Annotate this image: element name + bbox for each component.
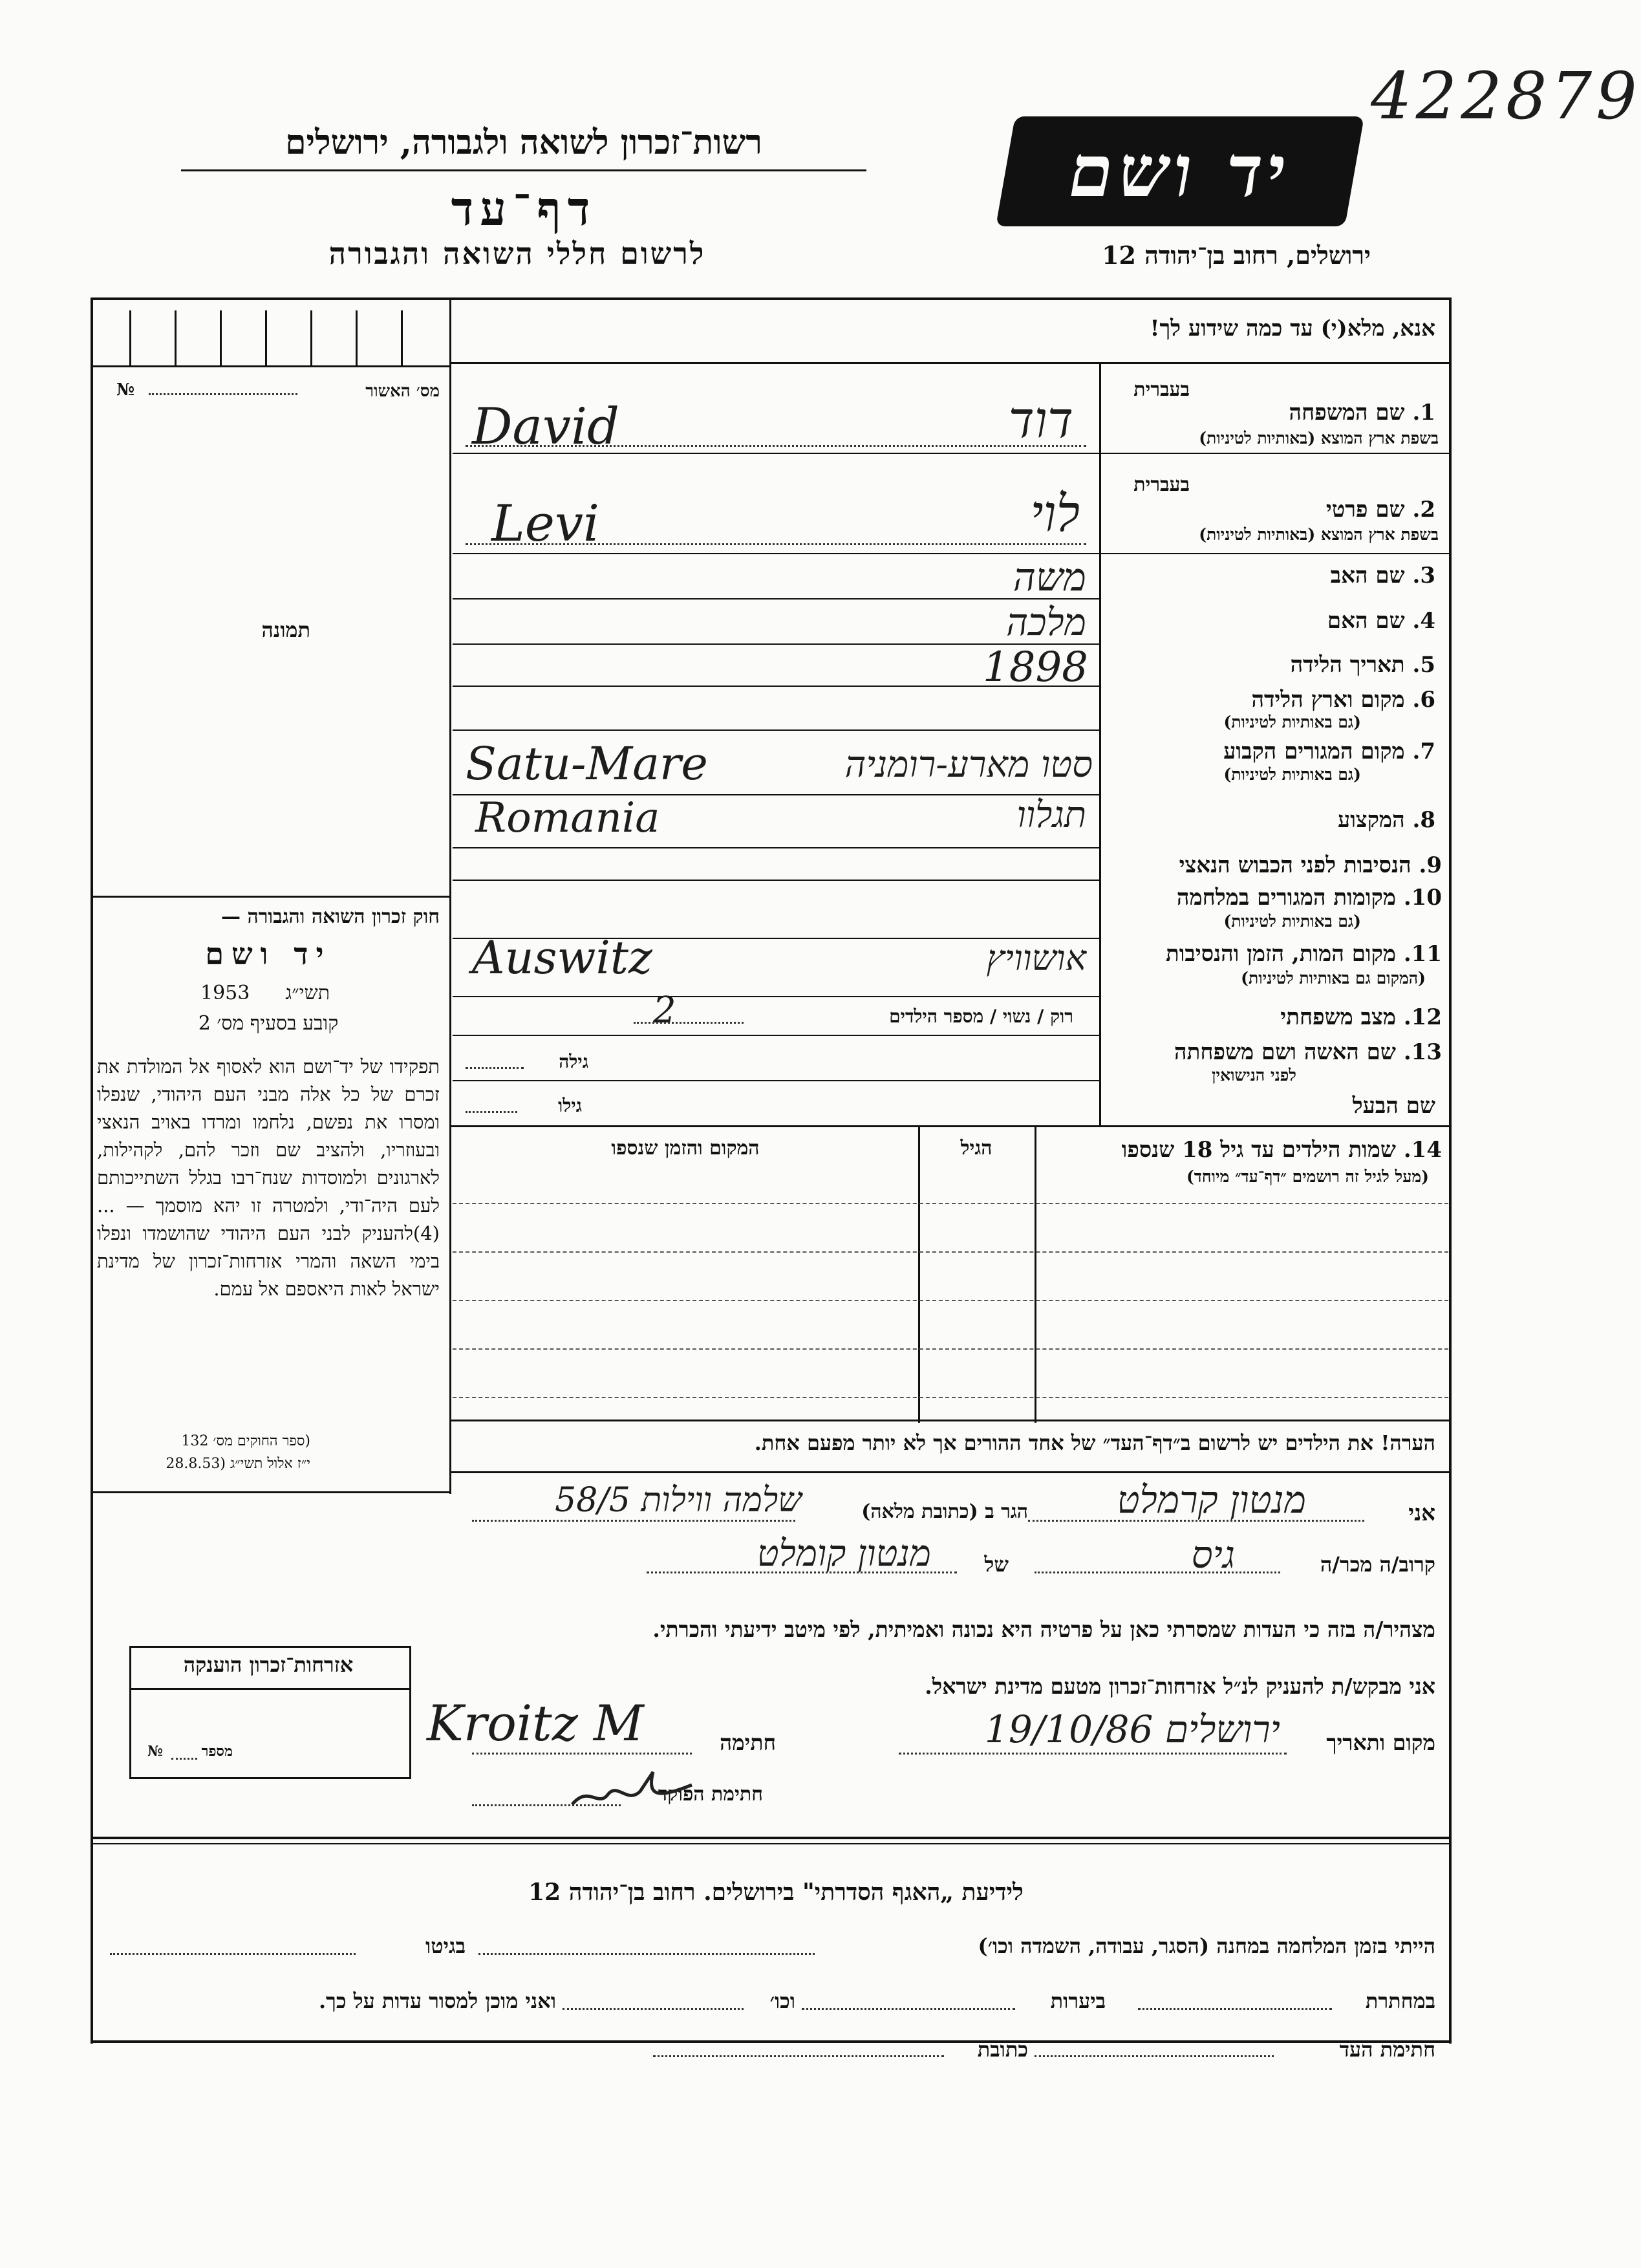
footer-address-label: כתובת [977, 2037, 1028, 2062]
field-10-label [1106, 885, 1442, 911]
field-13-age-label: גילה [559, 1051, 588, 1072]
law-year-hebrew: תשי״ג [285, 982, 330, 1004]
field-12-line [634, 1022, 744, 1024]
officer-signature-scribble [569, 1759, 698, 1817]
authority-underline [181, 169, 866, 171]
approval-number-symbol: № [116, 380, 135, 400]
frame-left [91, 297, 93, 1901]
authority-name: רשות־זכרון לשואה ולגבורה, ירושלים [285, 123, 762, 162]
field-11-text: מקום המות, הזמן והנסיבות [1165, 941, 1396, 967]
footer-witness-signature-label: חתימת העד [1339, 2037, 1435, 2062]
form-title: דף־עד [451, 181, 597, 236]
of-line [647, 1571, 957, 1573]
form-subtitle: לרשום חללי השואה והגבורה [328, 236, 706, 271]
field-1-hebrew-tag: בעברית [1133, 378, 1190, 401]
footer-underground-field[interactable] [1138, 2008, 1332, 2010]
footer-forests-label: ביערות [1050, 1989, 1106, 2013]
footer-title: לידיעת „האגף הסדרתי" בירושלים. רחוב בן־יהודה 12 [528, 1879, 1024, 1906]
header-address: ירושלים, רחוב בן־יהודה 12 [1102, 241, 1371, 270]
law-year: 1953 [200, 982, 250, 1004]
field-7-label [1112, 739, 1435, 764]
citizenship-number-label: מספר [201, 1743, 233, 1760]
husband-age-label: גילו [558, 1095, 582, 1116]
citizenship-title: אזרחות־זכרון הוענקה [183, 1652, 354, 1677]
footer-top-double [91, 1843, 1452, 1844]
children-age-divider-right [918, 1125, 920, 1423]
footer-bottom [91, 2040, 1452, 2043]
field-9-label [1106, 852, 1442, 878]
field-7-sub: (גם באותיות לטיניות) [1223, 765, 1361, 784]
photo-label: תמונה [261, 618, 310, 642]
field-13-text: שם האשה ושם משפחתה [1174, 1039, 1396, 1065]
citizenship-number-symbol: № [147, 1743, 163, 1760]
field-11-sub: (המקום גם באותיות לטיניות) [1241, 969, 1426, 988]
declaration-text: מצהיר/ה בזה כי העדות שמסרתי כאן על פרטיה היא נכונה ואמיתית, לפי מיטב ידיעתי והכרתי. [652, 1617, 1435, 1642]
intro-text: אנא, מלא(י) עד כמה שידוע לך! [1150, 316, 1435, 341]
approval-number-field[interactable] [149, 393, 297, 395]
field-2-sub: בשפת ארץ המוצא (באותיות לטיניות) [1199, 525, 1439, 544]
field-4-value[interactable]: מלכה [1006, 600, 1086, 644]
field-5-value[interactable]: 1898 [983, 643, 1088, 691]
field-1-value-hebrew[interactable]: דוד [1008, 391, 1073, 449]
children-label [1035, 1137, 1442, 1163]
field-2-line [466, 543, 1086, 545]
law-title: חוק זכרון השואה והגבורה — [221, 905, 440, 928]
declarant-name[interactable]: מנטון קרמלט [1117, 1478, 1306, 1522]
field-11-value-hebrew[interactable]: אושוויץ [986, 938, 1086, 978]
of-value[interactable]: מנטון קומלט [756, 1533, 931, 1575]
field-12-number: 12. [1403, 1004, 1442, 1030]
field-12-label [1106, 1004, 1442, 1030]
field-11-number: 11. [1403, 941, 1442, 967]
children-col-place: המקום והזמן שנספו [611, 1137, 760, 1160]
field-6-text: מקום וארץ הלידה [1251, 687, 1405, 713]
field-7-value-hebrew[interactable]: סטו מארע-רומניה [844, 744, 1093, 786]
footer-camp-field[interactable] [478, 1953, 815, 1955]
doc-number: 422879 [1371, 58, 1641, 134]
field-9-text: הנסיבות לפני הכבוש הנאצי [1179, 852, 1411, 878]
field-3-text: שם האב [1330, 563, 1405, 589]
approval-number-label: מס׳ האשור [365, 382, 440, 401]
yad-vashem-logo: יד ושם [996, 116, 1364, 226]
field-12-text: מצב משפחתי [1280, 1004, 1396, 1030]
citizenship-box-divider [129, 1688, 411, 1690]
place-date-label: מקום ותאריך [1326, 1730, 1435, 1755]
frame-right [1449, 297, 1452, 2044]
footer-testimony-text: ואני מוכן למסור עדות על כך. [318, 1989, 556, 2013]
declarant-address-line [472, 1520, 795, 1522]
field-1-line [466, 445, 1086, 447]
declarant-address-label: הגר ב (כתובת מלאה) [861, 1500, 1028, 1523]
field-10-text: מקומות המגורים במלחמה [1176, 885, 1396, 911]
place-date-line [899, 1753, 1287, 1755]
footer-left [91, 1837, 93, 2044]
note-text: הערה! את הילדים יש לרשום ב״דף־העד״ של אחד ההורים אך לא יותר מפעם אחת. [754, 1431, 1435, 1455]
label-column-divider [1099, 362, 1101, 1125]
law-box-top [91, 896, 451, 898]
field-6-number: 6. [1412, 687, 1435, 713]
field-10-sub: (גם באותיות לטיניות) [1223, 912, 1361, 931]
field-10-number: 10. [1403, 885, 1442, 911]
field-8-label [1112, 807, 1435, 833]
field-2-value-latin[interactable]: Levi [491, 495, 599, 553]
field-4-number: 4. [1412, 608, 1435, 634]
field-1-number: 1. [1412, 400, 1435, 426]
footer-ghetto-label: בגיטו [425, 1934, 466, 1958]
field-12-options: רוק / נשוי / מספר הילדים [889, 1006, 1073, 1027]
footer-etc-field[interactable] [563, 2008, 744, 2010]
field-8-value-latin[interactable]: Romania [475, 794, 660, 842]
field-8-text: המקצוע [1337, 807, 1405, 833]
field-8-number: 8. [1412, 807, 1435, 833]
footer-etc-label: וכו׳ [769, 1989, 795, 2013]
field-2-value-hebrew[interactable]: לוי [1030, 485, 1080, 543]
field-13-age-field[interactable] [466, 1067, 524, 1069]
field-4-label [1112, 608, 1435, 634]
signature-line [472, 1753, 692, 1755]
footer-underground-label: במחתרת [1365, 1989, 1435, 2013]
footer-forests-field[interactable] [802, 2008, 1015, 2010]
citizenship-number-field[interactable] [171, 1758, 197, 1760]
law-name: יד ושם [205, 936, 332, 971]
children-text: שמות הילדים עד גיל 18 שנספו [1121, 1137, 1396, 1163]
declarant-i-label: אני [1408, 1500, 1435, 1526]
field-7-text: מקום המגורים הקבוע [1223, 739, 1405, 764]
place-date-value[interactable]: ירושלים 19/10/86 [984, 1707, 1280, 1751]
declarant-name-line [1028, 1520, 1364, 1522]
field-6-label [1112, 687, 1435, 713]
relation-value[interactable]: גיס [1191, 1533, 1235, 1577]
field-1-sub: בשפת ארץ המוצא (באותיות לטיניות) [1199, 429, 1439, 448]
footer-address-field[interactable] [653, 2055, 944, 2057]
field-5-label [1112, 652, 1435, 678]
field-3-value[interactable]: משה [1013, 555, 1086, 600]
of-label: של [984, 1552, 1009, 1577]
field-2-label [1112, 497, 1435, 523]
request-text: אני מבקש/ת להעניק לנ״ל אזרחות־זכרון מטעם מדינת ישראל. [925, 1674, 1435, 1699]
field-6-sub: (גם באותיות לטיניות) [1223, 713, 1361, 731]
field-2-text: שם פרטי [1325, 497, 1405, 523]
field-1-label [1112, 400, 1435, 426]
children-bottom [449, 1420, 1450, 1421]
husband-age-field[interactable] [466, 1111, 517, 1113]
relation-label: קרוב/ה מכר/ה [1320, 1552, 1435, 1577]
frame-top [91, 297, 1452, 300]
husband-name-label: שם הבעל [1352, 1093, 1435, 1119]
children-number: 14. [1403, 1137, 1442, 1163]
footer-top [91, 1837, 1452, 1839]
law-text: תפקידו של יד־ושם הוא לאסוף אל המולדת את זכרם של כל אלה מבני העם היהודי, שנפלו ומסרו את נפשם, נלחמו ומרדו באויב הנאצי ובעוזריו, ולהציב שם וזכר להם, לקהילות, לארגונים ולמוסדות שנח־רבו בגלל השתייכותם לעם היה־ודי, ולמטרה זו יהא מוסמך — ...(4)להעניק לבני העם היהודי שהושמדו ונפלו בימי השאה והמרי אזרחות־זכרון של מדינת ישראל לאות היאספם אל עמם. [97, 1055, 440, 1300]
field-11-value-latin[interactable]: Auswitz [472, 931, 652, 984]
field-2-hebrew-tag: בעברית [1133, 473, 1190, 496]
children-col-age: הגיל [960, 1137, 992, 1160]
declarant-address[interactable]: שלמה ווילות 58/5 [555, 1481, 802, 1520]
field-1-text: שם המשפחה [1289, 400, 1405, 426]
footer-camp-label: הייתי בזמן המלחמה במחנה (הסגר, עבודה, השמדה וכו׳) [978, 1934, 1435, 1958]
field-5-number: 5. [1412, 652, 1435, 678]
field-5-text: תאריך הלידה [1290, 652, 1405, 678]
footer-ghetto-field[interactable] [110, 1953, 356, 1955]
field-13-sub: לפני הנישואין [1212, 1066, 1296, 1085]
field-1-value-latin[interactable]: David [472, 398, 619, 456]
field-9-number: 9. [1419, 852, 1442, 878]
intro-row-line [449, 362, 1450, 364]
field-3-label [1112, 563, 1435, 589]
law-box-bottom [91, 1491, 451, 1493]
law-clause: קובע בסעיף מס׳ 2 [198, 1012, 339, 1035]
field-12-children-count[interactable]: 2 [653, 989, 676, 1031]
law-reference-date: י״ז אלול תשי״ג (28.8.53 [166, 1456, 310, 1472]
relation-line [1035, 1571, 1280, 1573]
children-age-divider-left [1035, 1125, 1036, 1423]
field-13-number: 13. [1403, 1039, 1442, 1065]
field-4-text: שם האם [1327, 608, 1405, 634]
field-7-value-latin[interactable]: Satu-Mare [466, 737, 708, 790]
field-11-label [1106, 941, 1442, 967]
children-sub: (מעל לגיל זה רושמים ״דף־עד״ מיוחד) [1186, 1167, 1429, 1186]
note-bottom [449, 1471, 1450, 1473]
footer-witness-signature-field[interactable] [1035, 2055, 1274, 2057]
field-7-number: 7. [1412, 739, 1435, 764]
field-13-label [1106, 1039, 1442, 1065]
law-reference: (ספר החוקים מס׳ 132 [181, 1433, 310, 1449]
field-3-number: 3. [1412, 563, 1435, 589]
field-2-number: 2. [1412, 497, 1435, 523]
field-8-value-hebrew[interactable]: תגלוו [1016, 794, 1086, 836]
signature-label: חתימה [720, 1730, 776, 1755]
officer-signature-label: חתימת הפוקד [658, 1783, 763, 1806]
signature-value[interactable]: Kroitz M [427, 1694, 644, 1752]
